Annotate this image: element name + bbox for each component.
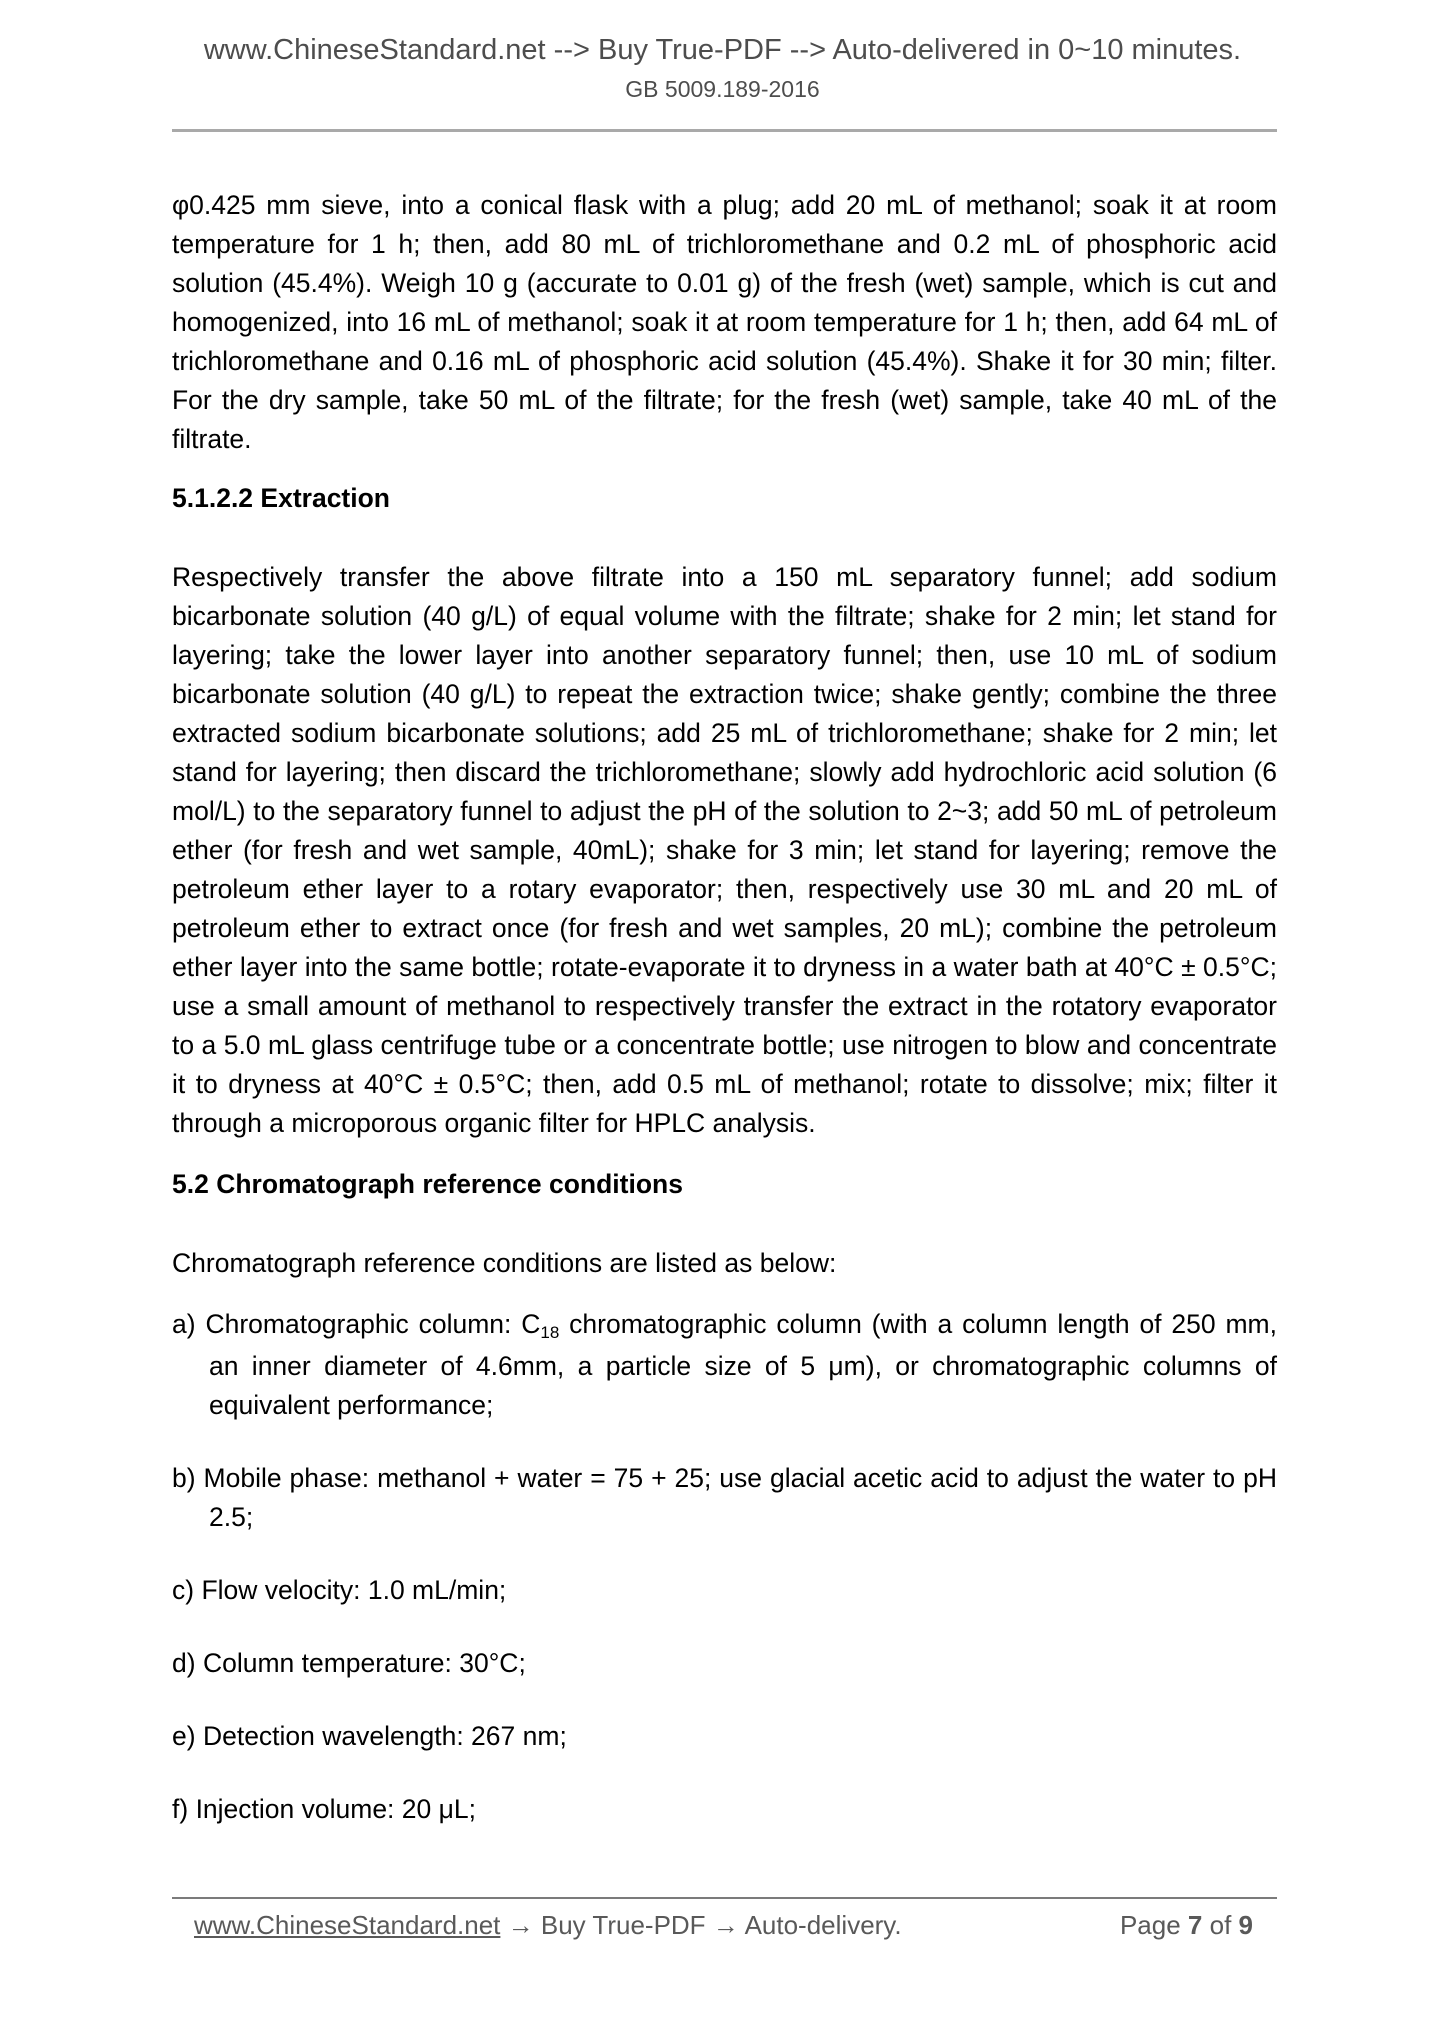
list-item-f-label: f) [172, 1794, 189, 1824]
list-item-e-label: e) [172, 1721, 196, 1751]
footer-divider [172, 1897, 1277, 1899]
section-heading-chromatograph-conditions: 5.2 Chromatograph reference conditions [172, 1169, 683, 1199]
list-item-a-text-pre: Chromatographic column: C [205, 1309, 541, 1339]
list-item-a-text-post: chromatographic column (with a column length of 250 mm, an inner diameter of 4.6mm, a particle size of 5 μm), or chromatographic columns of equivalent performance; [209, 1309, 1277, 1420]
paragraph-sample-preparation: φ0.425 mm sieve, into a conical flask with a plug; add 20 mL of methanol; soak it at room temperature for 1 h; then, add 80 mL of trichloromethane and 0.2 mL of phosphoric acid solution (45.4%). Weigh 10 g (accurate to 0.01 g) of the fresh (wet) sample, which is cut and homogenized, into 16 mL of methanol; soak it at room temperature for 1 h; then, add 64 mL of trichloromethane and 0.16 mL of phosphoric acid solution (45.4%). Shake it for 30 min; filter. For the dry sample, take 50 mL of the filtrate; for the fresh (wet) sample, take 40 mL of the filtrate. [172, 190, 1277, 454]
section-heading-extraction: 5.1.2.2 Extraction [172, 483, 390, 513]
list-item-a-label: a) [172, 1309, 196, 1339]
list-item-f-text: Injection volume: 20 μL; [195, 1794, 476, 1824]
footer-delivery-rest: → Buy True-PDF → Auto-delivery. [500, 1910, 902, 1940]
of-label: of [1209, 1910, 1232, 1940]
c18-subscript: 18 [540, 1323, 560, 1342]
paragraph-extraction-procedure: Respectively transfer the above filtrate into a 150 mL separatory funnel; add sodium bicarbonate solution (40 g/L) of equal volume with the filtrate; shake for 2 min; let stand for layering; take the lower layer into another separatory funnel; then, use 10 mL of sodium bicarbonate solution (40 g/L) to repeat the extraction twice; shake gently; combine the three extracted sodium bicarbonate solutions; add 25 mL of trichloromethane; shake for 2 min; let stand for layering; then discard the trichloromethane; slowly add hydrochloric acid solution (6 mol/L) to the separatory funnel to adjust the pH of the solution to 2~3; add 50 mL of petroleum ether (for fresh and wet sample, 40mL); shake for 3 min; let stand for layering; remove the petroleum ether layer to a rotary evaporator; then, respectively use 30 mL and 20 mL of petroleum ether to extract once (for fresh and wet samples, 20 mL); combine the petroleum ether layer into the same bottle; rotate-evaporate it to dryness in a water bath at 40°C ± 0.5°C; use a small amount of methanol to respectively transfer the extract in the rotatory evaporator to a 5.0 mL glass centrifuge tube or a concentrate bottle; use nitrogen to blow and concentrate it to dryness at 40°C ± 0.5°C; then, add 0.5 mL of methanol; rotate to dissolve; mix; filter it through a microporous organic filter for HPLC analysis. [172, 562, 1277, 1138]
page-total: 9 [1238, 1910, 1253, 1940]
document-body [172, 186, 1277, 1829]
list-item-e [172, 1717, 1277, 1756]
header-doc-number: GB 5009.189-2016 [625, 76, 820, 102]
page-header [0, 0, 1445, 102]
list-item-c-label: c) [172, 1575, 195, 1605]
footer-row [172, 1909, 1277, 1941]
list-item-d-label: d) [172, 1648, 196, 1678]
list-item-b [172, 1459, 1277, 1537]
list-item-f [172, 1790, 1277, 1829]
list-item-c-text: Flow velocity: 1.0 mL/min; [201, 1575, 507, 1605]
list-item-d [172, 1644, 1277, 1683]
list-item-c [172, 1571, 1277, 1610]
list-item-b-text: Mobile phase: methanol + water = 75 + 25; use glacial acetic acid to adjust the water to pH 2.5; [203, 1463, 1277, 1532]
page-footer [172, 1897, 1277, 1941]
list-item-a [172, 1305, 1277, 1425]
page-number: 7 [1187, 1910, 1203, 1940]
footer-site-link[interactable]: www.ChineseStandard.net [194, 1910, 501, 1940]
list-item-b-label: b) [172, 1463, 196, 1493]
list-item-e-text: Detection wavelength: 267 nm; [202, 1721, 567, 1751]
list-item-d-text: Column temperature: 30°C; [202, 1648, 526, 1678]
paragraph-conditions-intro: Chromatograph reference conditions are listed as below: [172, 1248, 837, 1278]
header-banner-text: www.ChineseStandard.net --> Buy True-PDF --> Auto-delivered in 0~10 minutes. [203, 34, 1242, 66]
header-divider [172, 129, 1277, 132]
page-label: Page [1119, 1910, 1181, 1940]
footer-delivery-text [172, 1909, 902, 1941]
page-indicator [1120, 1909, 1277, 1941]
